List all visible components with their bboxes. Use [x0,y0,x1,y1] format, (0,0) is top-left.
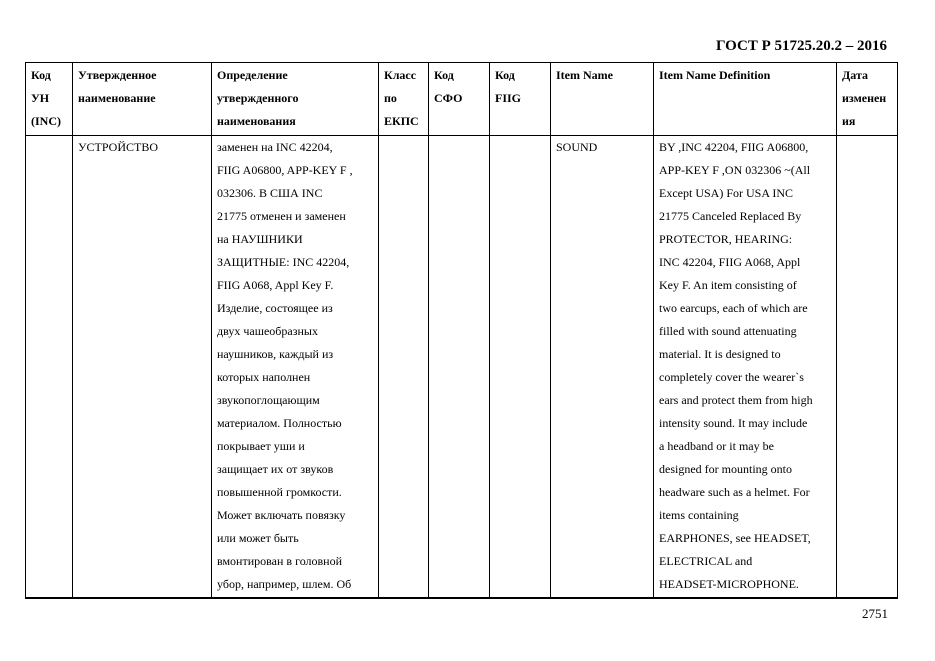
cell-text-line: filled with sound attenuating [659,324,797,338]
column-header-fiig [490,63,551,136]
cell-text-line: или может быть [217,531,299,545]
column-header-item-name [551,63,654,136]
column-header-ekps [379,63,429,136]
cell-ekps [379,136,429,599]
cell-text-line: убор, например, шлем. Об [217,577,352,591]
cell-text-line: двух чашеобразных [217,324,318,338]
column-header-line: Дата [842,68,868,82]
cell-text-line: защищает их от звуков [217,462,334,476]
column-header-line: Код [495,68,515,82]
column-header-date-changed [837,63,898,136]
document-header: ГОСТ Р 51725.20.2 – 2016 [715,38,887,54]
cell-text-line: material. It is designed to [659,347,781,361]
cell-text-line: INC 42204, FIIG A068, Appl [659,255,801,269]
cell-text-line: BY ,INC 42204, FIIG A06800, [659,140,809,154]
cell-text-line: FIIG A068, Appl Key F. [217,278,334,292]
page-number: 2751 [862,606,888,621]
column-header-inc [26,63,73,136]
column-header-line: FIIG [495,91,522,105]
cell-text-line: ЗАЩИТНЫЕ: INC 42204, [217,255,350,269]
column-header-line: изменен [842,91,887,105]
column-header-line: Item Name [556,68,613,82]
cell-text-line: Может включать повязку [217,508,346,522]
cell-fiig [490,136,551,599]
column-header-line: Определение [217,68,288,82]
column-header-line: по [384,91,397,105]
column-header-line: ия [842,114,856,128]
cell-text-line: intensity sound. It may include [659,416,808,430]
cell-text-line: заменен на INC 42204, [217,140,333,154]
column-header-line: Код [31,68,51,82]
column-header-line: Код [434,68,454,82]
cell-date-changed [837,136,898,599]
column-header-item-definition [654,63,837,136]
cell-text-line: ears and protect them from high [659,393,813,407]
cell-text-line: PROTECTOR, HEARING: [659,232,793,246]
cell-text-line: звукопоглощающим [217,393,320,407]
cell-text-line: Except USA) For USA INC [659,186,793,200]
cell-text-line: 032306. В США INC [217,186,323,200]
cell-inc [26,136,73,599]
cell-item-definition [654,136,837,599]
cell-sfo [429,136,490,599]
cell-text-line: 21775 Canceled Replaced By [659,209,802,223]
column-header-line: наименования [217,114,296,128]
table-header-row [26,63,898,136]
cell-text-line: headware such as a helmet. For [659,485,810,499]
cell-text-line: EARPHONES, see HEADSET, [659,531,811,545]
cell-text-line: FIIG A06800, APP-KEY F , [217,163,353,177]
cell-text-line: Изделие, состоящее из [217,301,333,315]
column-header-line: Класс [384,68,417,82]
column-header-line: Item Name Definition [659,68,771,82]
column-header-line: УН [31,91,50,105]
cell-text-line: designed for mounting onto [659,462,792,476]
cell-text-line: которых наполнен [217,370,311,384]
cell-text-line: материалом. Полностью [217,416,342,430]
cell-text-line: a headband or it may be [659,439,774,453]
table-row [26,136,898,599]
column-header-line: наименование [78,91,156,105]
cell-text-line: 21775 отменен и заменен [217,209,346,223]
cell-item-name: SOUND [551,136,654,599]
cell-text-line: покрывает уши и [217,439,305,453]
column-header-line: утвержденного [217,91,299,105]
cell-text-line: APP-KEY F ,ON 032306 ~(All [659,163,811,177]
cell-text-line: вмонтирован в головной [217,554,343,568]
cell-text-line: completely cover the wearer`s [659,370,804,384]
nomenclature-table [25,62,898,599]
cell-text-line: на НАУШНИКИ [217,232,303,246]
column-header-approved-definition [212,63,379,136]
cell-text-line: ELECTRICAL and [659,554,753,568]
cell-text-line: повышенной громкости. [217,485,342,499]
column-header-line: Утвержденное [78,68,157,82]
cell-text-line: two earcups, each of which are [659,301,808,315]
column-header-line: (INC) [31,114,61,128]
column-header-approved-name [73,63,212,136]
column-header-line: ЕКПС [384,114,419,128]
cell-text-line: HEADSET-MICROPHONE. [659,577,799,591]
column-header-sfo [429,63,490,136]
cell-text-line: наушников, каждый из [217,347,334,361]
cell-approved-name: УСТРОЙСТВО [73,136,212,599]
column-header-line: СФО [434,91,463,105]
cell-text-line: items containing [659,508,739,522]
cell-approved-definition [212,136,379,599]
cell-text-line: Key F. An item consisting of [659,278,797,292]
